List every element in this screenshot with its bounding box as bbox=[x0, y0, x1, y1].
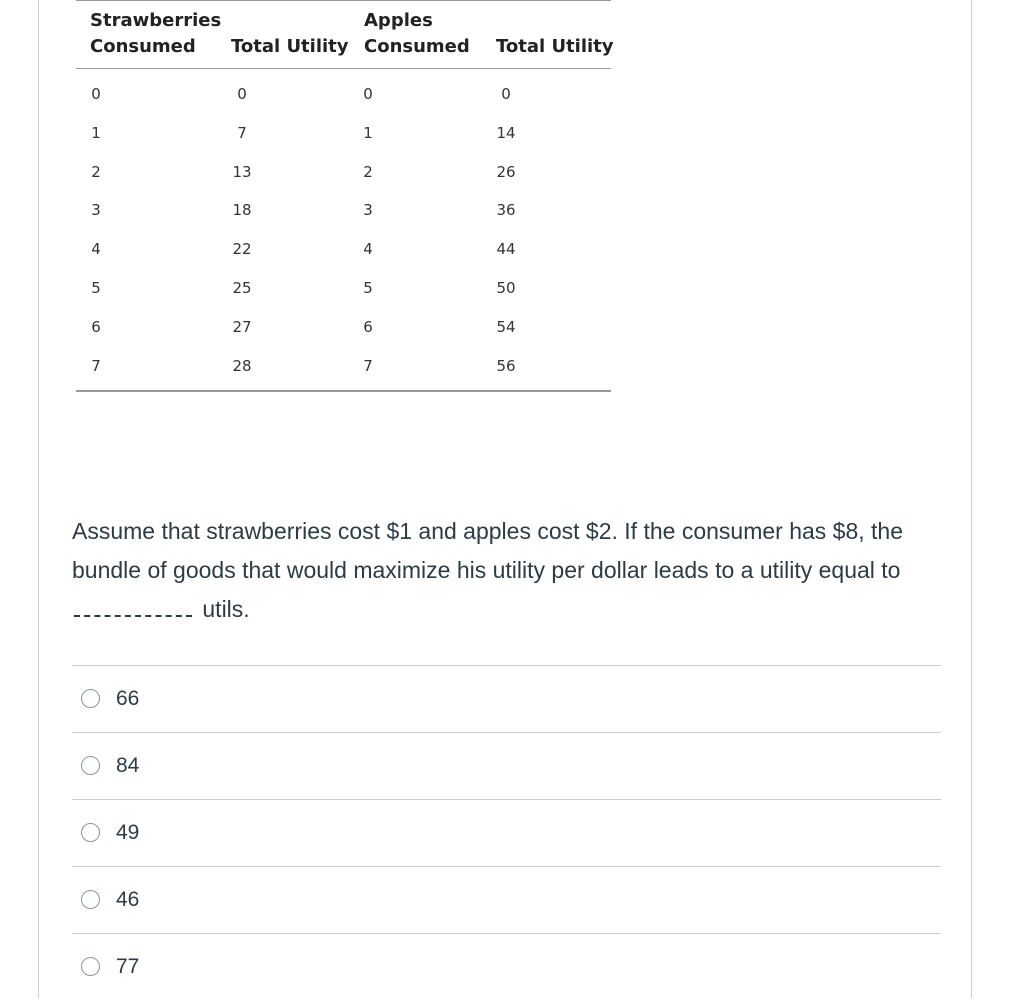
answer-list bbox=[72, 665, 941, 1000]
table-cell: 4 bbox=[363, 240, 373, 259]
answer-label[interactable]: 46 bbox=[116, 888, 140, 911]
answer-option[interactable] bbox=[72, 866, 941, 933]
answer-option[interactable] bbox=[72, 799, 941, 866]
table-cell: 36 bbox=[496, 201, 516, 220]
answer-blank bbox=[74, 595, 192, 617]
table-row bbox=[76, 155, 611, 194]
answer-option[interactable] bbox=[72, 665, 941, 732]
table-body bbox=[76, 77, 611, 387]
header-line: Total Utility bbox=[496, 36, 614, 57]
table-cell: 0 bbox=[91, 85, 101, 103]
header-line: Apples bbox=[364, 10, 433, 31]
answer-option[interactable] bbox=[72, 933, 941, 1000]
table-row bbox=[76, 232, 611, 271]
table-cell: 13 bbox=[232, 162, 252, 181]
table-row bbox=[76, 77, 611, 116]
table-cell: 7 bbox=[91, 356, 101, 375]
table-cell: 28 bbox=[232, 356, 252, 375]
table-row bbox=[76, 349, 611, 388]
header-strawberry-total-utility bbox=[231, 34, 349, 60]
table-cell: 2 bbox=[91, 162, 101, 181]
table-cell: 1 bbox=[363, 123, 373, 142]
radio-button[interactable] bbox=[81, 957, 100, 976]
table-cell: 7 bbox=[237, 123, 247, 142]
answer-label[interactable]: 66 bbox=[116, 687, 140, 710]
table-cell: 0 bbox=[363, 85, 373, 103]
table-row bbox=[76, 271, 611, 310]
table-cell: 0 bbox=[501, 85, 511, 103]
table-cell: 5 bbox=[363, 278, 373, 297]
question-suffix: utils. bbox=[202, 596, 250, 622]
table-cell: 2 bbox=[363, 162, 373, 181]
radio-button[interactable] bbox=[81, 756, 100, 775]
table-cell: 7 bbox=[363, 356, 373, 375]
table-cell: 25 bbox=[232, 278, 252, 297]
table-top-rule bbox=[76, 0, 611, 1]
table-cell: 50 bbox=[496, 278, 516, 297]
table-cell: 1 bbox=[91, 123, 101, 142]
utility-table bbox=[76, 0, 614, 392]
header-apple-total-utility bbox=[496, 34, 614, 60]
table-cell: 54 bbox=[496, 317, 516, 336]
header-line: Total Utility bbox=[231, 36, 349, 57]
answer-label[interactable]: 84 bbox=[116, 754, 140, 777]
table-cell: 27 bbox=[232, 317, 252, 336]
table-cell: 18 bbox=[232, 201, 252, 220]
table-row bbox=[76, 310, 611, 349]
header-line: Strawberries bbox=[90, 10, 222, 31]
question-text bbox=[72, 512, 952, 629]
table-row bbox=[76, 193, 611, 232]
table-cell: 22 bbox=[232, 240, 252, 259]
answer-option[interactable] bbox=[72, 732, 941, 799]
table-cell: 0 bbox=[237, 85, 247, 103]
radio-button[interactable] bbox=[81, 689, 100, 708]
table-cell: 3 bbox=[91, 201, 101, 220]
table-cell: 6 bbox=[91, 317, 101, 336]
table-cell: 3 bbox=[363, 201, 373, 220]
question-body: Assume that strawberries cost $1 and apples cost $2. If the consumer has $8, the bundle of goods that would maximize his utility per dollar leads to a utility equal to bbox=[72, 518, 903, 583]
radio-button[interactable] bbox=[81, 890, 100, 909]
table-cell: 14 bbox=[496, 123, 516, 142]
table-row bbox=[76, 116, 611, 155]
answer-label[interactable]: 77 bbox=[116, 955, 140, 978]
table-cell: 6 bbox=[363, 317, 373, 336]
header-line: Consumed bbox=[90, 36, 196, 57]
table-cell: 44 bbox=[496, 240, 516, 259]
table-cell: 56 bbox=[496, 356, 516, 375]
table-cell: 5 bbox=[91, 278, 101, 297]
header-strawberries-consumed bbox=[90, 8, 221, 60]
table-cell: 26 bbox=[496, 162, 516, 181]
header-line: Consumed bbox=[364, 36, 470, 57]
header-apples-consumed bbox=[364, 8, 470, 60]
answer-label[interactable]: 49 bbox=[116, 821, 140, 844]
table-bottom-rule bbox=[76, 390, 611, 392]
radio-button[interactable] bbox=[81, 823, 100, 842]
table-header-rule bbox=[76, 68, 611, 69]
table-cell: 4 bbox=[91, 240, 101, 259]
